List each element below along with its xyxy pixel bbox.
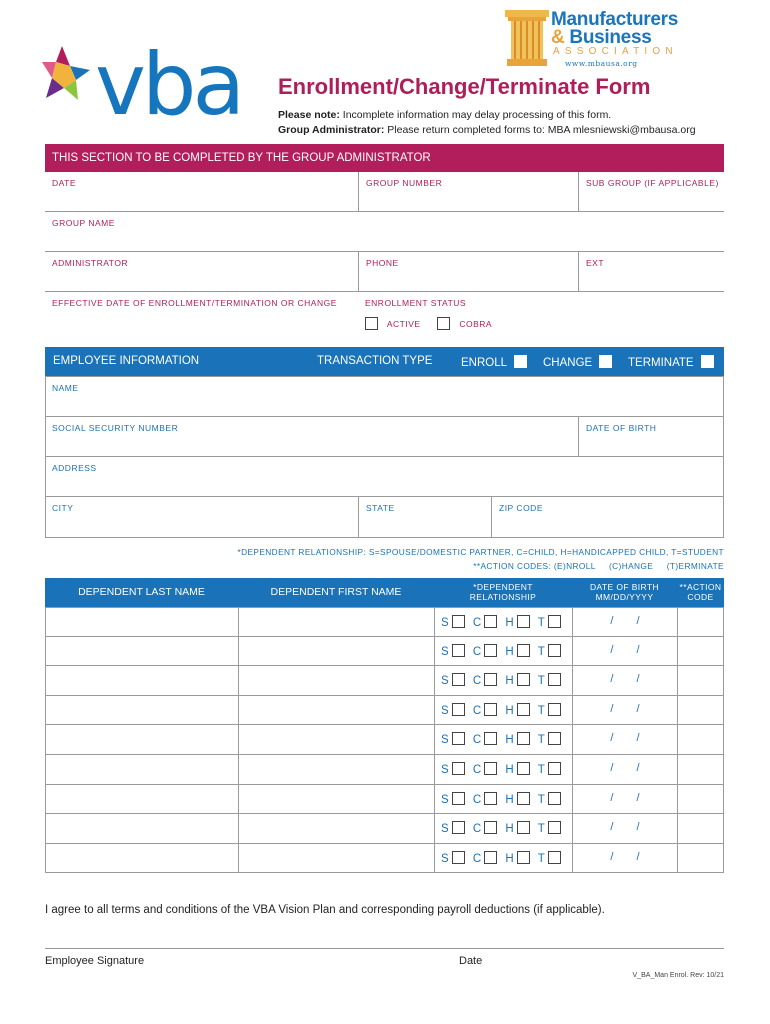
dependent-row [45,637,724,667]
dependent-last-name-input[interactable] [45,844,238,873]
dependent-relationship-cell [434,755,572,784]
active-checkbox[interactable] [365,317,378,330]
change-option: CHANGE [543,355,612,369]
rel-h-label: H [505,823,514,836]
mba-logo [505,8,705,68]
rel-h-checkbox[interactable] [517,673,530,686]
employee-signature-label: Employee Signature [45,955,145,967]
sub-group-field[interactable] [578,172,724,211]
rel-t-label: T [537,645,545,658]
dob-separators: / / [610,643,640,656]
dependent-last-name-input[interactable] [45,785,238,814]
dependent-row [45,607,724,637]
rel-c-checkbox[interactable] [484,792,497,805]
rel-h-label: H [505,675,514,688]
dependent-action-code-input[interactable] [677,637,724,666]
rel-s-label: S [441,764,449,776]
dependent-relationship-cell [434,785,572,814]
rel-t-label: T [537,823,545,836]
rel-c-label: C [472,823,482,836]
admin-row-1 [45,172,724,212]
enrollment-status-options [365,317,492,330]
city-label: CITY [52,503,74,513]
rel-s-checkbox[interactable] [452,615,465,628]
rel-h-checkbox[interactable] [517,703,530,716]
dependent-relationship-cell [434,844,572,873]
dob-separators: / / [610,821,640,834]
rel-c-checkbox[interactable] [484,615,497,628]
name-label: NAME [52,383,79,393]
zip-label: ZIP CODE [499,503,543,513]
effective-date-label: EFFECTIVE DATE OF ENROLLMENT/TERMINATION OR CHANGE [52,298,337,308]
rel-t-checkbox[interactable] [548,792,561,805]
rel-c-checkbox[interactable] [484,673,497,686]
rel-s-checkbox[interactable] [452,762,465,775]
dependent-dob-input[interactable] [572,666,677,695]
effective-date-field[interactable] [45,292,358,336]
dependent-last-name-input[interactable] [45,696,238,725]
relationship-options [441,732,566,746]
processing-note: Please note: Incomplete information may delay processing of this form. [278,109,612,121]
agreement-text: I agree to all terms and conditions of the VBA Vision Plan and corresponding payroll deductions (if applicable). [45,904,605,916]
relationship-options [441,762,566,776]
rel-c-checkbox[interactable] [484,762,497,775]
rel-h-checkbox[interactable] [517,615,530,628]
rel-c-label: C [472,675,482,688]
dependent-first-name-input[interactable] [238,814,434,843]
dependent-action-code-input[interactable] [677,725,724,754]
rel-h-checkbox[interactable] [517,732,530,745]
enroll-checkbox[interactable] [514,355,527,368]
dob-label: DATE OF BIRTH [586,423,657,433]
dependent-relationship-cell [434,608,572,636]
administrator-field[interactable] [45,252,358,291]
active-label: ACTIVE [386,319,421,329]
employee-dob-field[interactable] [578,417,724,456]
dependent-dob-input[interactable] [572,844,677,873]
dependent-row [45,814,724,844]
rel-s-checkbox[interactable] [452,851,465,864]
employee-section-header [45,347,724,376]
mba-logo-url: www.mbausa.org [565,59,638,68]
dependent-action-code-input[interactable] [677,666,724,695]
rel-s-label: S [441,704,449,717]
rel-t-checkbox[interactable] [548,703,561,716]
rel-s-checkbox[interactable] [452,821,465,834]
enrollment-status-field [358,292,724,336]
revision-code: V_BA_Man Enrol. Rev: 10/21 [632,972,724,979]
rel-s-label: S [441,675,449,688]
rel-h-label: H [505,793,514,806]
date-field[interactable] [45,172,358,211]
col-action-code: **ACTION CODE [679,581,722,602]
employee-row-4 [45,497,724,537]
dependent-last-name-input[interactable] [45,608,238,636]
relationship-options [441,851,566,865]
rel-t-label: T [537,675,545,688]
rel-h-label: H [505,764,514,776]
rel-s-checkbox[interactable] [452,673,465,686]
signature-date-label: Date [459,955,483,967]
rel-c-label: C [472,764,482,776]
rel-t-label: T [537,764,545,776]
ext-label: EXT [586,258,605,268]
cobra-checkbox[interactable] [437,317,450,330]
admin-section-header: THIS SECTION TO BE COMPLETED BY THE GROUP ADMINISTRATOR [45,144,724,172]
col-date-of-birth: DATE OF BIRTH MM/DD/YYYY [589,581,660,602]
relationship-options [441,821,566,835]
rel-h-checkbox[interactable] [517,821,530,834]
dependent-last-name-input[interactable] [45,725,238,754]
date-label: DATE [52,178,77,188]
dependent-row [45,666,724,696]
dependent-relationship-cell [434,637,572,666]
dependent-last-name-input[interactable] [45,814,238,843]
form-title: Enrollment/Change/Terminate Form [278,74,651,99]
dependent-action-code-input[interactable] [677,696,724,725]
ssn-field[interactable] [45,417,578,456]
dependent-row [45,844,724,874]
rel-t-checkbox[interactable] [548,821,561,834]
terminate-checkbox[interactable] [701,355,714,368]
rel-h-label: H [505,704,514,717]
rel-h-label: H [505,734,514,747]
dependent-action-code-input[interactable] [677,608,724,636]
mba-logo-line3: ASSOCIATION [553,46,678,57]
rel-s-label: S [441,823,449,836]
rel-c-label: C [472,734,482,747]
rel-t-checkbox[interactable] [548,851,561,864]
rel-t-checkbox[interactable] [548,732,561,745]
city-field[interactable] [45,497,358,537]
dependent-dob-input[interactable] [572,696,677,725]
dependent-row [45,696,724,726]
rel-s-checkbox[interactable] [452,644,465,657]
dependent-dob-input[interactable] [572,608,677,636]
dependent-row [45,755,724,785]
rel-t-label: T [537,793,545,806]
dependent-dob-input[interactable] [572,637,677,666]
dependent-dob-input[interactable] [572,785,677,814]
rel-s-label: S [441,617,449,629]
dependent-dob-input[interactable] [572,814,677,843]
vba-logo-text: vba [95,35,242,135]
dob-separators: / / [610,702,640,715]
enroll-option: ENROLL [461,355,527,369]
dependent-first-name-input[interactable] [238,785,434,814]
relationship-options [441,673,566,687]
dependent-relationship-cell [434,814,572,843]
return-instructions: Group Administrator: Please return completed forms to: MBA mlesniewski@mbausa.org [278,124,696,136]
enrollment-status-label: ENROLLMENT STATUS [365,298,467,308]
rel-s-checkbox[interactable] [452,732,465,745]
rel-c-checkbox[interactable] [484,732,497,745]
rel-h-label: H [505,852,514,865]
rel-c-label: C [472,704,482,717]
rel-c-checkbox[interactable] [484,821,497,834]
rel-h-label: H [505,645,514,658]
group-name-field[interactable] [45,212,724,252]
rel-h-checkbox[interactable] [517,644,530,657]
relationship-options [441,703,566,717]
rel-c-label: C [472,793,482,806]
cobra-label: COBRA [459,319,493,329]
rel-c-checkbox[interactable] [484,644,497,657]
rel-t-label: T [537,852,545,865]
dependent-relationship-cell [434,696,572,725]
relationship-options [441,615,566,629]
rel-s-checkbox[interactable] [452,792,465,805]
rel-c-checkbox[interactable] [484,851,497,864]
pillar-icon [505,10,549,66]
rel-h-checkbox[interactable] [517,792,530,805]
admin-row-4 [45,292,724,336]
rel-s-label: S [441,793,449,806]
rel-t-checkbox[interactable] [548,615,561,628]
phone-label: PHONE [366,258,399,268]
rel-t-checkbox[interactable] [548,644,561,657]
rel-t-checkbox[interactable] [548,762,561,775]
rel-t-checkbox[interactable] [548,673,561,686]
rel-s-label: S [441,645,449,658]
rel-h-checkbox[interactable] [517,851,530,864]
address-label: ADDRESS [52,463,97,473]
dependent-table-header [45,578,724,607]
dependent-first-name-input[interactable] [238,755,434,784]
dependent-last-name-input[interactable] [45,637,238,666]
dob-separators: / / [610,732,640,745]
rel-c-checkbox[interactable] [484,703,497,716]
group-number-field[interactable] [358,172,578,211]
ext-field[interactable] [578,252,724,291]
rel-t-label: T [537,704,545,717]
rel-s-label: S [441,734,449,747]
group-number-label: GROUP NUMBER [366,178,443,188]
signature-line [45,948,724,949]
col-relationship: *DEPENDENT RELATIONSHIP [469,581,537,602]
dependent-last-name-input[interactable] [45,755,238,784]
administrator-label: ADMINISTRATOR [52,258,129,268]
dependent-first-name-input[interactable] [238,696,434,725]
employee-name-field[interactable] [45,377,724,417]
rel-c-label: C [472,617,482,629]
dependent-action-code-input[interactable] [677,844,724,873]
dependent-dob-input[interactable] [572,755,677,784]
phone-field[interactable] [358,252,578,291]
state-field[interactable] [358,497,491,537]
dependent-relationship-cell [434,666,572,695]
dependent-first-name-input[interactable] [238,608,434,636]
employee-row-2 [45,417,724,457]
relationship-options [441,792,566,806]
mba-logo-line1: Manufacturers [551,9,679,30]
dob-separators: / / [610,615,640,627]
address-field[interactable] [45,457,724,497]
dependent-relationship-cell [434,725,572,754]
dependent-row [45,725,724,755]
ssn-label: SOCIAL SECURITY NUMBER [52,423,179,433]
dob-separators: / / [610,791,640,804]
dependent-first-name-input[interactable] [238,637,434,666]
dob-separators: / / [610,673,640,686]
dependent-first-name-input[interactable] [238,666,434,695]
dependent-action-code-input[interactable] [677,755,724,784]
rel-c-label: C [472,852,482,865]
rel-c-label: C [472,645,482,658]
employee-section [45,376,724,538]
rel-h-checkbox[interactable] [517,762,530,775]
dependent-row [45,785,724,815]
col-dependent-last-name: DEPENDENT LAST NAME [78,586,205,599]
admin-row-3 [45,252,724,292]
rel-t-label: T [537,617,545,629]
zip-field[interactable] [491,497,724,537]
dependent-action-code-input[interactable] [677,785,724,814]
dob-separators: / / [610,850,640,863]
col-dependent-first-name: DEPENDENT FIRST NAME [270,586,402,599]
rel-s-checkbox[interactable] [452,703,465,716]
action-codes-legend: **ACTION CODES: (E)NROLL (C)HANGE (T)ERMINATE [473,561,724,571]
rel-s-label: S [441,852,449,865]
group-name-label: GROUP NAME [52,218,115,228]
dependent-first-name-input[interactable] [238,725,434,754]
dependent-last-name-input[interactable] [45,666,238,695]
dependent-action-code-input[interactable] [677,814,724,843]
rel-t-label: T [537,734,545,747]
relationship-options [441,644,566,658]
rel-h-label: H [505,617,514,629]
change-checkbox[interactable] [599,355,612,368]
dob-separators: / / [610,762,640,774]
state-label: STATE [366,503,395,513]
dependent-first-name-input[interactable] [238,844,434,873]
sub-group-label: SUB GROUP (IF APPLICABLE) [586,178,719,188]
relationship-codes-legend: *DEPENDENT RELATIONSHIP: S=SPOUSE/DOMESTIC PARTNER, C=CHILD, H=HANDICAPPED CHILD, T=STUDENT [237,547,724,557]
mba-logo-line2: & Business [551,27,652,48]
terminate-option: TERMINATE [628,355,714,369]
dependent-dob-input[interactable] [572,725,677,754]
transaction-type-label: TRANSACTION TYPE [317,355,433,367]
employee-info-title: EMPLOYEE INFORMATION [53,355,200,367]
